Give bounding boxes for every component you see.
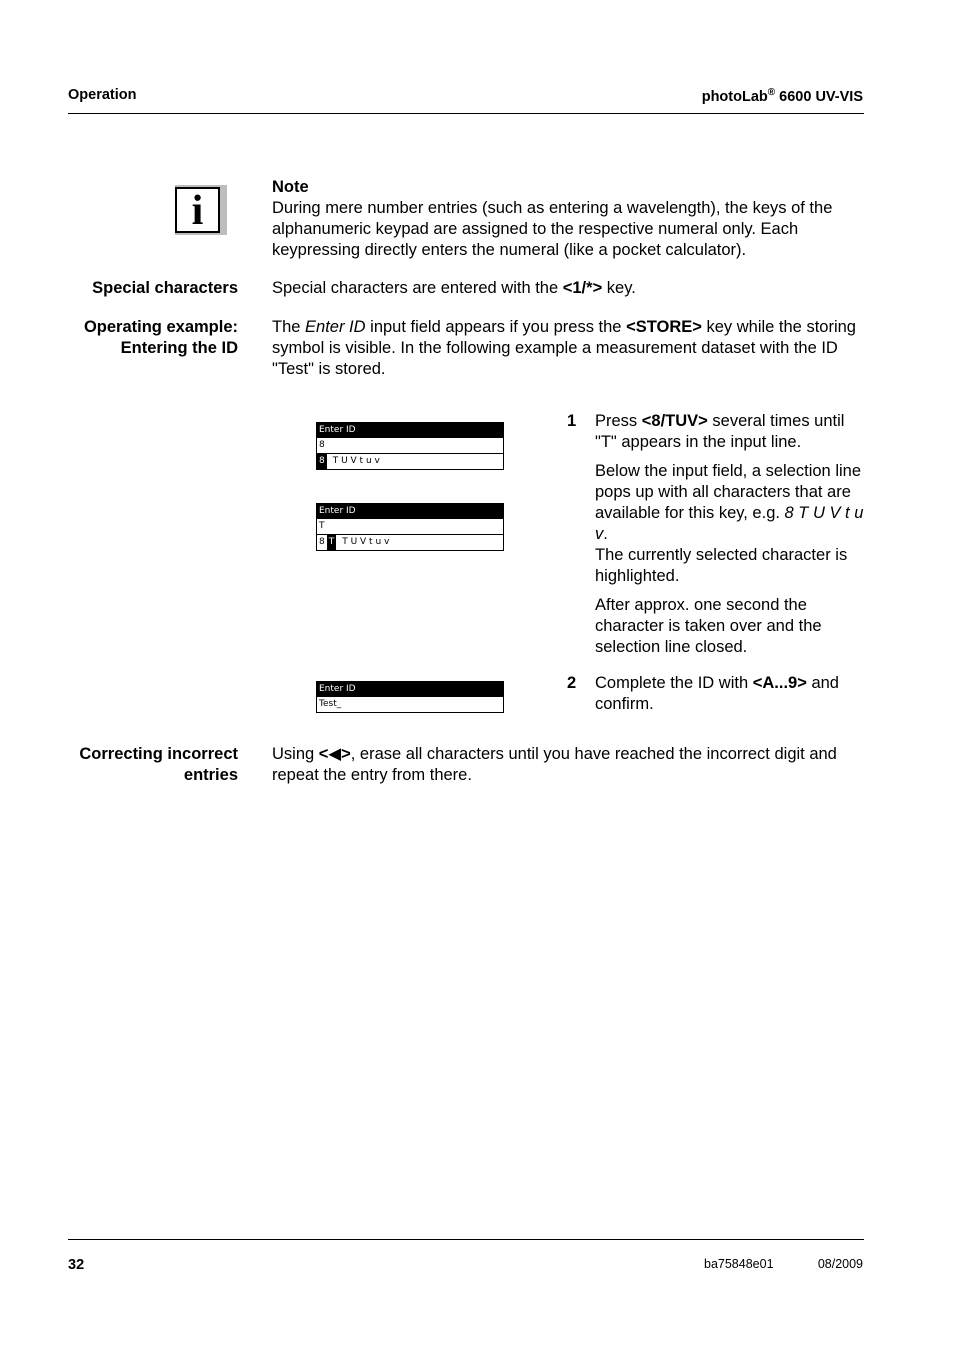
footer-rule — [68, 1239, 864, 1240]
info-icon-glyph: i — [175, 187, 220, 233]
step-1-para-2 — [595, 461, 864, 587]
correcting-line1: Correcting incorrect — [79, 745, 238, 763]
info-icon — [175, 185, 227, 235]
example-store-key: <STORE> — [626, 318, 702, 336]
registered-mark: ® — [767, 87, 776, 98]
screen-selection-line — [317, 535, 503, 550]
operating-example-line2: Entering the ID — [120, 339, 238, 357]
note-title: Note — [272, 178, 309, 196]
product-prefix: photoLab — [701, 88, 768, 105]
screen-title: Enter ID — [317, 682, 503, 697]
left-arrow-key: <◀> — [318, 745, 351, 763]
step-1-p2-italic: 8 T U V t u v — [595, 504, 864, 543]
example-intro-pre: The — [272, 318, 306, 336]
example-intro-italic: Enter ID — [305, 318, 366, 336]
display-screen-1 — [316, 422, 504, 470]
example-intro-mid: input field appears if you press the — [365, 318, 627, 336]
step-1-pre: Press — [595, 412, 642, 430]
display-screen-2 — [316, 503, 504, 551]
step-1-para-3: After approx. one second the character is taken over and the selection line closed. — [595, 596, 822, 656]
display-screen-3 — [316, 681, 504, 713]
correcting-label — [38, 744, 238, 786]
header-product — [702, 87, 863, 105]
screen-title: Enter ID — [317, 504, 503, 519]
document-id: ba75848e01 — [704, 1257, 774, 1271]
screen-input-line: T — [317, 519, 503, 535]
step-1-post: several times until "T" appears in the input line. — [595, 412, 845, 451]
special-characters-text — [272, 278, 864, 299]
selection-highlight: T — [327, 535, 337, 550]
document-date: 08/2009 — [817, 1257, 863, 1271]
step-2-pre: Complete the ID with — [595, 674, 753, 692]
note-text: During mere number entries (such as entering a wavelength), the keys of the alphanumeric keypad are assigned to the respective numeral only. Each keypressing directly enters the numeral (like a pocket calculator). — [272, 199, 833, 259]
special-characters-label: Special characters — [92, 279, 238, 297]
header-rule — [68, 113, 864, 114]
operating-example-line1: Operating example: — [83, 318, 238, 336]
selection-highlight: 8 — [317, 454, 327, 469]
operating-example-text — [272, 317, 864, 380]
step-1-text — [595, 411, 864, 658]
correcting-post: , erase all characters until you have reached the incorrect digit and repeat the entry from there. — [272, 745, 837, 784]
step-2-text — [595, 673, 864, 715]
special-text-pre: Special characters are entered with the — [272, 279, 563, 297]
step-2-post: and confirm. — [595, 674, 839, 713]
screen-input-line: Test_ — [319, 699, 342, 709]
screen-title: Enter ID — [317, 423, 503, 438]
correcting-text — [272, 744, 864, 786]
selection-chars: T U V t u v — [342, 537, 390, 547]
special-text-post: key. — [602, 279, 636, 297]
product-suffix: 6600 UV-VIS — [775, 88, 863, 105]
header-section: Operation — [68, 87, 137, 103]
note-block — [272, 177, 864, 261]
operating-example-label — [38, 317, 238, 359]
step-1-para-1 — [595, 411, 864, 453]
step-1-key: <8/TUV> — [641, 412, 708, 430]
special-key: <1/*> — [562, 279, 603, 297]
step-2-number: 2 — [567, 674, 577, 692]
step-1-p2-pre: Below the input field, a selection line pops up with all characters that are available for this key, e.g. — [595, 462, 861, 522]
correcting-line2: entries — [183, 766, 238, 784]
example-intro-post: key while the storing symbol is visible. In the following example a measurement dataset with the ID "Test" is stored. — [272, 318, 856, 378]
step-1-p2-line2: The currently selected character is highlighted. — [595, 546, 848, 585]
correcting-pre: Using — [272, 745, 319, 763]
screen-selection-line — [317, 454, 503, 469]
step-1-number: 1 — [567, 412, 577, 430]
selection-chars: T U V t u v — [332, 456, 380, 466]
screen-input-line: 8 — [317, 438, 503, 454]
selection-first: 8 — [319, 537, 325, 547]
step-2-key: <A...9> — [752, 674, 807, 692]
page-number: 32 — [68, 1257, 85, 1273]
step-1-p2-post: . — [603, 525, 608, 543]
